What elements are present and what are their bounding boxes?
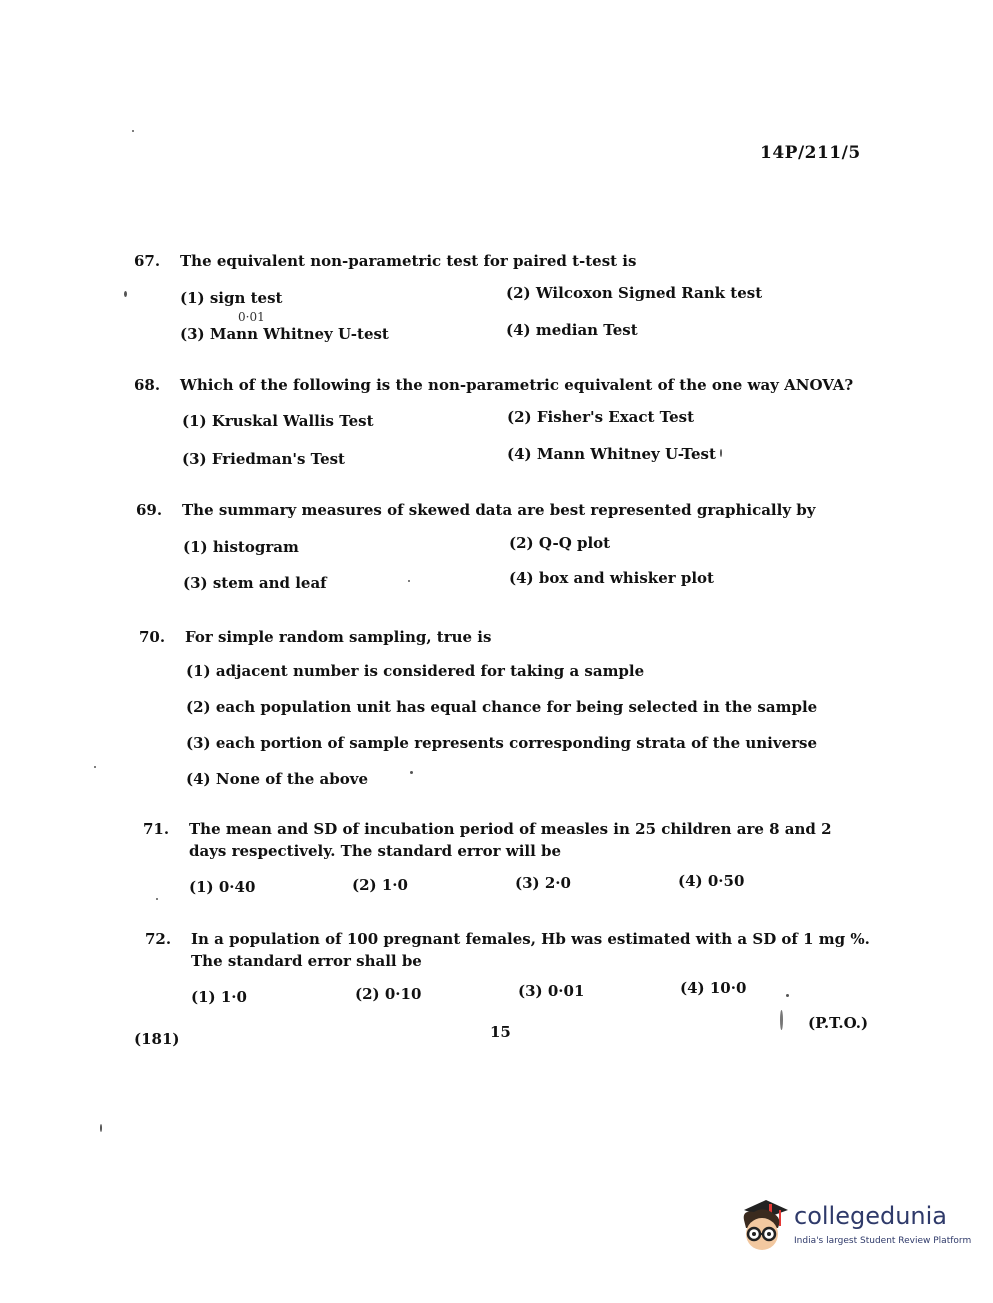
scan-speck xyxy=(408,580,410,582)
page-number: 15 xyxy=(490,1023,511,1041)
option-4: (4) None of the above xyxy=(186,770,368,788)
question-stem: Which of the following is the non-parametric equivalent of the one way ANOVA? xyxy=(180,376,854,394)
question-number: 71. xyxy=(143,820,170,838)
option-2: (2) 0·10 xyxy=(355,985,422,1003)
option-1: (1) histogram xyxy=(183,538,299,556)
question-71 xyxy=(143,818,863,866)
scan-speck xyxy=(124,291,127,297)
logo-brand: collegedunia xyxy=(794,1202,948,1230)
question-stem: The equivalent non-parametric test for paired t-test is xyxy=(180,252,637,270)
question-number: 72. xyxy=(145,930,172,948)
scan-speck xyxy=(410,771,413,774)
question-68 xyxy=(134,374,854,398)
scan-speck xyxy=(100,1124,102,1132)
mascot-icon xyxy=(736,1196,792,1260)
option-1: (1) sign test xyxy=(180,289,283,307)
question-number: 69. xyxy=(136,501,163,519)
question-number: 67. xyxy=(134,252,161,270)
question-72 xyxy=(145,928,870,976)
option-4: (4) box and whisker plot xyxy=(509,569,714,587)
option-2: (2) 1·0 xyxy=(352,876,408,894)
option-4: (4) 0·50 xyxy=(678,872,745,890)
option-1: (1) 1·0 xyxy=(191,988,247,1006)
scan-speck xyxy=(720,449,722,457)
option-3: (3) 0·01 xyxy=(518,982,585,1000)
stray-note: 0·01 xyxy=(238,310,265,324)
scan-speck xyxy=(786,994,789,997)
logo-tagline: India's largest Student Review Platform xyxy=(794,1236,972,1246)
question-stem: The summary measures of skewed data are best represented graphically by xyxy=(182,501,816,519)
scan-speck xyxy=(156,898,158,900)
option-4: (4) Mann Whitney U-Test xyxy=(507,445,716,463)
question-67 xyxy=(134,250,854,274)
paper-code: 14P/211/5 xyxy=(760,143,861,163)
scan-speck xyxy=(780,1010,783,1030)
option-1: (1) Kruskal Wallis Test xyxy=(182,412,374,430)
option-2: (2) Fisher's Exact Test xyxy=(507,408,694,426)
option-3: (3) each portion of sample represents corresponding strata of the universe xyxy=(186,734,818,752)
option-3: (3) Mann Whitney U-test xyxy=(180,325,389,343)
paper-serial: (181) xyxy=(134,1030,180,1048)
question-stem: In a population of 100 pregnant females, Hb was estimated with a SD of 1 mg %. The standard error shall be xyxy=(191,930,870,970)
scan-speck xyxy=(132,130,134,132)
scan-speck xyxy=(94,766,96,768)
option-3: (3) 2·0 xyxy=(515,874,571,892)
question-number: 68. xyxy=(134,376,161,394)
option-2: (2) each population unit has equal chance for being selected in the sample xyxy=(186,698,818,716)
option-3: (3) Friedman's Test xyxy=(182,450,345,468)
option-2: (2) Wilcoxon Signed Rank test xyxy=(506,284,763,302)
pto-note: (P.T.O.) xyxy=(808,1014,869,1032)
question-number: 70. xyxy=(139,628,166,646)
option-3: (3) stem and leaf xyxy=(183,574,327,592)
question-stem: The mean and SD of incubation period of measles in 25 children are 8 and 2 days respectively. The standard error will be xyxy=(189,820,832,860)
question-70 xyxy=(139,626,859,650)
option-1: (1) adjacent number is considered for taking a sample xyxy=(186,662,645,680)
collegedunia-logo xyxy=(736,1196,972,1260)
option-2: (2) Q-Q plot xyxy=(509,534,611,552)
question-stem: For simple random sampling, true is xyxy=(185,628,492,646)
option-4: (4) 10·0 xyxy=(680,979,747,997)
question-69 xyxy=(136,499,856,523)
option-4: (4) median Test xyxy=(506,321,638,339)
option-1: (1) 0·40 xyxy=(189,878,256,896)
